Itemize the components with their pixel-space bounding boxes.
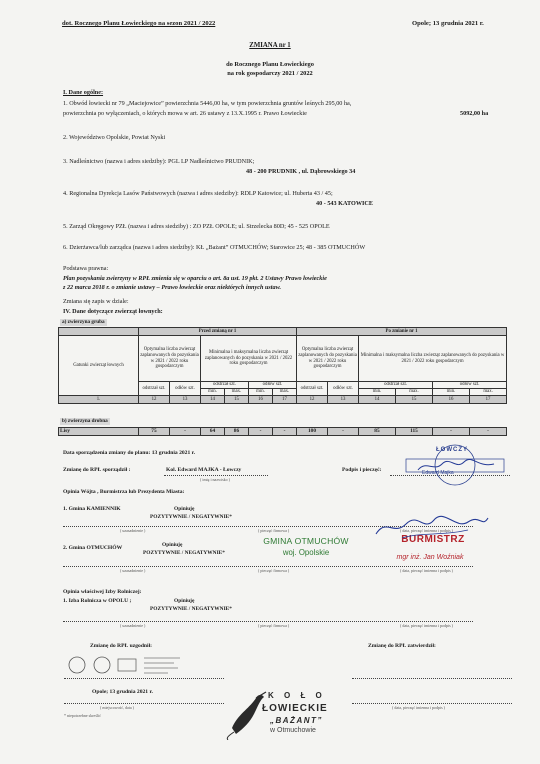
kolo-stamp-line-3: „BAŻANT” — [270, 716, 323, 725]
col-number: 16 — [249, 396, 273, 404]
col-number: 14 — [201, 396, 225, 404]
before-minmax-header: Minimalna i maksymalna liczba zwierząt zaplanowanych do pozyskania w 2021 / 2022 roku gospodarczym — [201, 336, 297, 382]
row-value: - — [249, 428, 273, 436]
sign-stamp-label: Podpis i pieczęć: — [342, 467, 382, 473]
item-3-line-1: 3. Nadleśnictwo (nazwa i adres siedziby): PGL LP Nadleśnictwo PRUDNIK; — [63, 158, 255, 165]
g2-opinion-word: Opiniuję — [162, 542, 183, 548]
burmistrz-signature — [372, 514, 492, 543]
row-value: - — [433, 428, 470, 436]
min-header: min. — [201, 389, 225, 396]
min-header: min. — [433, 389, 470, 396]
after-opt-capture: odłów szt. — [328, 382, 359, 396]
council-label: 1. Izba Rolnicza w OPOLU ; — [63, 598, 132, 604]
kolo-stamp-line-1: K O Ł O — [268, 691, 326, 700]
document-season: na rok gospodarczy 2021 / 2022 — [227, 70, 313, 77]
table-row — [59, 428, 507, 436]
header-date: Opole; 13 grudnia 2021 r. — [412, 20, 484, 27]
col-number: 1. — [59, 396, 139, 404]
item-1-line-1: 1. Obwód łowiecki nr 79 „Maciejowice” powierzchnia 5446,00 ha, w tym powierzchnia gruntów leśnych 295,00 ha, — [63, 100, 352, 107]
item-3-line-2: 48 - 200 PRUDNIK , ul. Dąbrowskiego 34 — [246, 168, 356, 175]
species-name: Lisy — [59, 428, 139, 436]
lowczy-stamp-label: ŁOWCZY — [436, 447, 468, 453]
item-1-line-2: powierzchnia po wyłączeniach, o których mowa w art. 26 ustawy z 13.X.1995 r. Prawo Łowieckie — [63, 110, 307, 117]
row-value: 100 — [297, 428, 328, 436]
after-change-header: Po zmianie nr 1 — [297, 328, 507, 336]
g2-caption-firma: ( pieczęć firmowa ) — [258, 568, 290, 573]
changes-section: IV. Dane dotyczące zwierząt łownych: — [63, 308, 163, 315]
max-header: max. — [225, 389, 249, 396]
legal-heading: Podstawa prawna: — [63, 265, 109, 272]
col-number: 17 — [470, 396, 507, 404]
prepared-by-caption: ( imię i nazwisko ) — [200, 477, 230, 482]
row-value: - — [170, 428, 201, 436]
g2-line — [63, 566, 473, 567]
approved-line — [352, 678, 512, 679]
council-opinion-word: Opiniuję — [174, 598, 195, 604]
gmina-kamiennik-label: 1. Gmina KAMIENNIK — [63, 506, 121, 512]
col-number: 12 — [297, 396, 328, 404]
subsection-a: a) zwierzyna gruba — [62, 319, 105, 325]
council-caption-uzasadnienie: ( uzasadnienie ) — [120, 623, 146, 628]
g1-caption-firma: ( pieczęć firmowa ) — [258, 528, 290, 533]
col-number: 15 — [396, 396, 433, 404]
document-subtitle: do Rocznego Planu Łowieckiego — [226, 61, 314, 68]
before-opt-shot: odstrzał szt. — [139, 382, 170, 396]
gmina-otmuchow-label: 2. Gmina OTMUCHÓW — [63, 545, 123, 551]
place-caption: ( miejscowość, data ) — [100, 705, 134, 710]
col-number: 14 — [359, 396, 396, 404]
approved-sign-line — [352, 703, 512, 704]
max-header: max. — [396, 389, 433, 396]
g2-caption-uzasadnienie: ( uzasadnienie ) — [120, 568, 146, 573]
prepared-by-line — [164, 475, 268, 476]
kolo-stamp-line-2: ŁOWIECKIE — [262, 703, 328, 714]
game-table — [58, 327, 507, 404]
item-1-area: 5092,00 ha — [460, 110, 489, 117]
col-number: 13 — [170, 396, 201, 404]
item-4-line-2: 40 - 543 KATOWICE — [316, 200, 374, 207]
before-change-header: Przed zmianą nr 1 — [139, 328, 297, 336]
place-date: Opole; 13 grudnia 2021 r. — [92, 689, 153, 695]
row-value: - — [328, 428, 359, 436]
prep-date: Data sporządzenia zmiany do planu: 13 grudnia 2021 r. — [63, 450, 196, 456]
row-value: - — [273, 428, 297, 436]
col-number: 17 — [273, 396, 297, 404]
row-value: 64 — [201, 428, 225, 436]
row-value: 75 — [139, 428, 170, 436]
burmistrz-stamp-title: BURMISTRZ — [401, 534, 465, 545]
small-game-table — [58, 427, 507, 436]
lowczy-stamp-name: Edward Majka — [422, 470, 454, 476]
species-header: Gatunki zwierząt łownych — [59, 336, 139, 396]
after-minmax-header: Minimalna i maksymalna liczba zwierząt zaplanowanych do pozyskania w 2021 / 2022 roku gospodarczym — [359, 336, 507, 382]
before-optimal-header: Optymalna liczba zwierząt zaplanowanych do pozyskania w 2021 / 2022 roku gospodarczym — [139, 336, 201, 382]
legal-line-2: z 22 marca 2018 r. o zmianie ustawy – Prawo łowieckie oraz niektórych innych ustaw. — [63, 284, 282, 291]
document-title: ZMIANA nr 1 — [249, 42, 291, 49]
before-mm-shot: odstrzał szt. — [201, 382, 249, 389]
col-number: 15 — [225, 396, 249, 404]
changes-heading: Zmiana się zapis w dziale: — [63, 298, 129, 305]
item-2: 2. Województwo Opolskie, Powiat Nyski — [63, 134, 166, 141]
max-header: max. — [273, 389, 297, 396]
after-opt-shot: odstrzał szt. — [297, 382, 328, 396]
g1-caption-date-sign: ( data, pieczęć imienna i podpis ) — [400, 528, 453, 533]
burmistrz-stamp-name: mgr inż. Jan Woźniak — [396, 554, 464, 561]
gmina-stamp-region: woj. Opolskie — [282, 548, 330, 557]
after-optimal-header: Optymalna liczba zwierząt zaplanowanych do pozyskania w 2021 / 2022 roku gospodarczym — [297, 336, 359, 382]
item-5: 5. Zarząd Okręgowy PZŁ (nazwa i adres siedziby) : ZO PZŁ OPOLE; ul. Strzelecka 80D; 45 - 525 OPOLE — [63, 223, 330, 230]
authority-logos — [66, 654, 186, 676]
g2-caption-date-sign: ( data, pieczęć imienna i podpis ) — [400, 568, 453, 573]
gmina-stamp-name: GMINA OTMUCHÓW — [263, 536, 349, 546]
col-number: 16 — [433, 396, 470, 404]
after-mm-shot: odstrzał szt. — [359, 382, 433, 389]
agreed-line — [64, 678, 224, 679]
council-caption-date-sign: ( data, pieczęć imienna i podpis ) — [400, 623, 453, 628]
before-mm-capture: odłów szt. — [249, 382, 297, 389]
after-mm-capture: odłów szt. — [433, 382, 507, 389]
col-number: 12 — [139, 396, 170, 404]
legal-line-1: Plan pozyskania zwierzyny w RPŁ zmienia się w oparciu o art. 8a ust. 19 pkt. 2 Ustawy Prawo łowieckie — [63, 275, 327, 282]
table-corner — [59, 328, 139, 336]
approved-caption: ( data, pieczęć imienna i podpis ) — [392, 705, 445, 710]
prepared-by-name: Kol. Edward MAJKA - Łowczy — [166, 467, 242, 473]
row-value: 86 — [225, 428, 249, 436]
subsection-b: b) zwierzyna drobna — [62, 418, 108, 424]
g2-opinion-options: POZYTYWNIE / NEGATYWNIE* — [143, 550, 225, 556]
kolo-stamp-line-4: w Otmuchowie — [270, 727, 316, 734]
council-heading: Opinia właściwej Izby Rolniczej: — [63, 589, 142, 595]
g1-opinion-word: Opiniuję — [174, 506, 195, 512]
g1-caption-uzasadnienie: ( uzasadnienie ) — [120, 528, 146, 533]
prepared-by-label: Zmianę do RPŁ sporządził : — [63, 467, 131, 473]
approved-label-2: Zmianę do RPŁ zatwierdził: — [368, 643, 436, 649]
item-4-line-1: 4. Regionalna Dyrekcja Lasów Państwowych (nazwa i adres siedziby): RDLP Katowice; ul. Huberta 43 / 45; — [63, 190, 333, 197]
max-header: max. — [470, 389, 507, 396]
g1-opinion-options: POZYTYWNIE / NEGATYWNIE* — [150, 514, 232, 520]
header-plan-reference: dot. Rocznego Planu Łowieckiego na sezon 2021 / 2022 — [62, 20, 216, 27]
row-value: 85 — [359, 428, 396, 436]
council-opinion-options: POZYTYWNIE / NEGATYWNIE* — [150, 606, 232, 612]
council-caption-firma: ( pieczęć firmowa ) — [258, 623, 290, 628]
item-6: 6. Dzierżawca/lub zarządca (nazwa i adres siedziby): KŁ „Bażant” OTMUCHÓW; Starowice 25; 48 - 385 OTMUCHÓW — [63, 244, 366, 251]
council-line — [63, 621, 473, 622]
min-header: min. — [359, 389, 396, 396]
general-heading: I. Dane ogólne: — [63, 89, 104, 96]
before-opt-capture: odłów szt. — [170, 382, 201, 396]
approved-label: Zmianę do RPŁ uzgodnił: — [90, 643, 153, 649]
min-header: min. — [249, 389, 273, 396]
col-number: 13 — [328, 396, 359, 404]
row-value: 115 — [396, 428, 433, 436]
footnote: * niepotrzebne skreślić — [64, 713, 101, 718]
opinion-heading: Opinia Wójta , Burmistrza lub Prezydenta Miasta: — [63, 489, 185, 495]
place-line — [64, 703, 224, 704]
lowczy-signature — [416, 458, 496, 479]
row-value: - — [470, 428, 507, 436]
